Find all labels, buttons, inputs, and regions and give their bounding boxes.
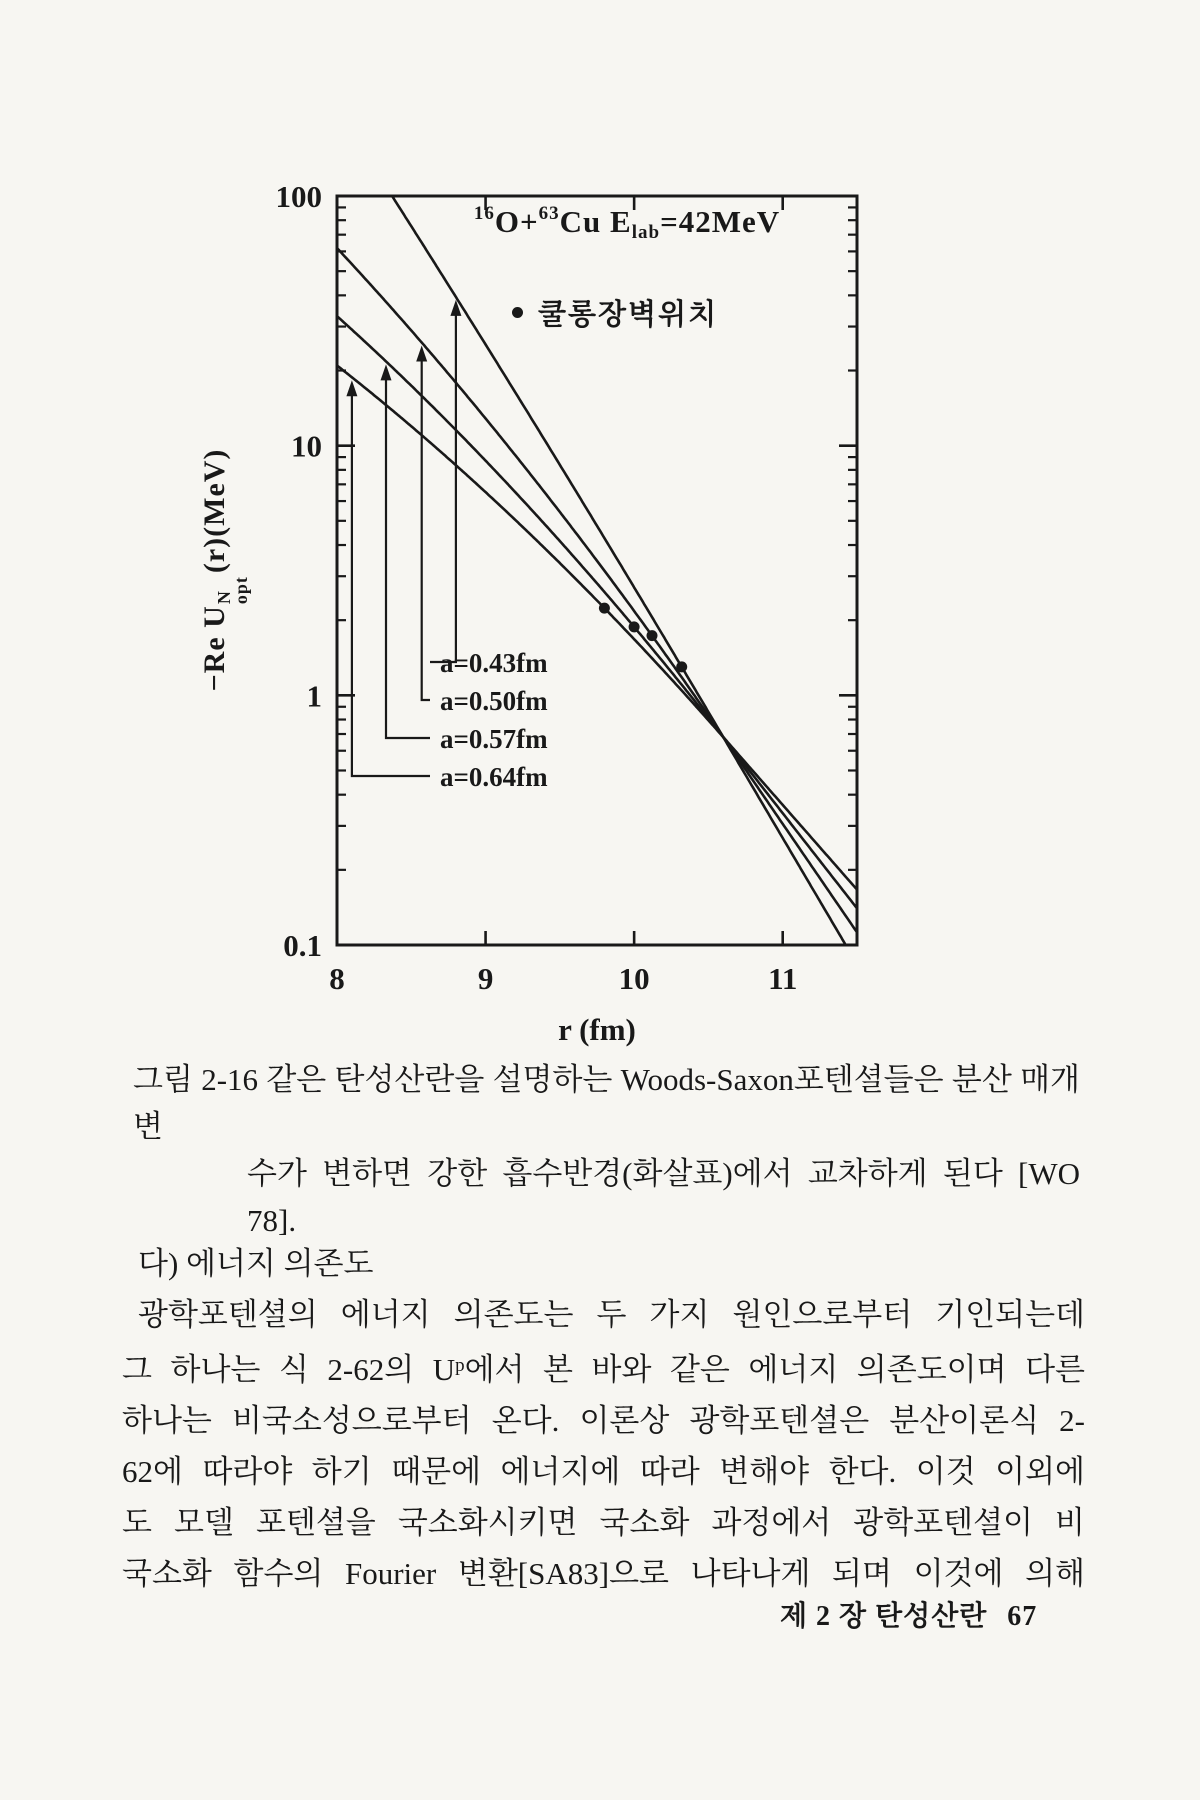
mass-number-16: 16 — [473, 203, 495, 224]
u-sup-sub-stack: N opt — [213, 576, 251, 605]
callout-arrow-shaft — [422, 360, 430, 701]
callout-arrow-shaft — [386, 378, 430, 738]
body-line-5: 도 모델 포텐셜을 국소화시키면 국소화 과정에서 광학포텐셜이 비 — [122, 1505, 1085, 1540]
callout-arrowhead-icon — [346, 380, 357, 396]
chart-title: $^{16}$O+$^{63}$Cu $E_{lab}=42MeV$ — [473, 203, 781, 243]
caption-line-1: 그림 2-16 같은 탄성산란을 설명하는 Woods-Saxon포텐셜들은 분산 매개변 — [133, 1062, 1080, 1144]
coulomb-barrier-dot-icon — [512, 307, 523, 318]
curve-label: a=0.64fm — [440, 762, 548, 792]
curve-label: a=0.57fm — [440, 724, 548, 754]
coulomb-barrier-point — [629, 621, 640, 632]
coulomb-barrier-point — [647, 630, 658, 641]
coulomb-barrier-point — [676, 661, 687, 672]
body-line-3: 하나는 비국소성으로부터 온다. 이론상 광학포텐셜은 분산이론식 2- — [122, 1403, 1085, 1438]
curve-a0.64fm — [337, 366, 857, 890]
x-axis-label: r (fm) — [558, 1012, 636, 1047]
elab-subscript: lab — [631, 222, 661, 243]
x-tick-label: 11 — [768, 961, 798, 996]
y-axis-label: −Re U N opt (r)(MeV) — [197, 448, 251, 692]
y-tick-label: 1 — [306, 678, 322, 714]
body-line-2: 그 하나는 식 2-62의 $U^p$에서 본 바와 같은 에너지 의존도이며 다른 — [122, 1352, 1085, 1387]
callout-arrow-shaft — [352, 394, 430, 776]
x-tick-label: 9 — [477, 961, 494, 996]
body-text — [122, 1238, 1085, 1599]
u-superscript: p — [455, 1355, 465, 1376]
figure-caption — [133, 1056, 1080, 1244]
curve-label: a=0.50fm — [440, 686, 548, 716]
section-heading: 다) 에너지 의존도 — [138, 1246, 374, 1281]
coulomb-barrier-point — [599, 603, 610, 614]
body-line-4: 62에 따라야 하기 때문에 에너지에 따라 변해야 한다. 이것 이외에 — [122, 1454, 1085, 1489]
y-tick-label: 10 — [291, 428, 322, 464]
chart-legend — [512, 292, 718, 333]
y-tick-label: 0.1 — [283, 928, 322, 963]
caption-line-3: 78]. — [247, 1203, 297, 1238]
caption-line-2: 수가 변하면 강한 흡수반경(화살표)에서 교차하게 된다 [WO — [247, 1156, 1080, 1191]
y-tick-label: 100 — [275, 179, 322, 214]
page-number: 67 — [1007, 1601, 1038, 1632]
body-line-6: 국소화 함수의 Fourier 변환[SA83]으로 나타나게 되며 이것에 의해 — [122, 1556, 1085, 1591]
legend-label: 쿨롱장벽위치 — [538, 299, 719, 331]
curve-label: a=0.43fm — [440, 648, 548, 678]
mass-number-63: 63 — [538, 203, 560, 224]
x-tick-label: 10 — [618, 961, 650, 996]
page-footer — [780, 1594, 1037, 1634]
body-line-1: 광학포텐셜의 에너지 의존도는 두 가지 원인으로부터 기인되는데 — [138, 1297, 1085, 1332]
x-tick-label: 8 — [329, 961, 345, 996]
chapter-title: 제 2 장 탄성산란 — [780, 1601, 988, 1632]
